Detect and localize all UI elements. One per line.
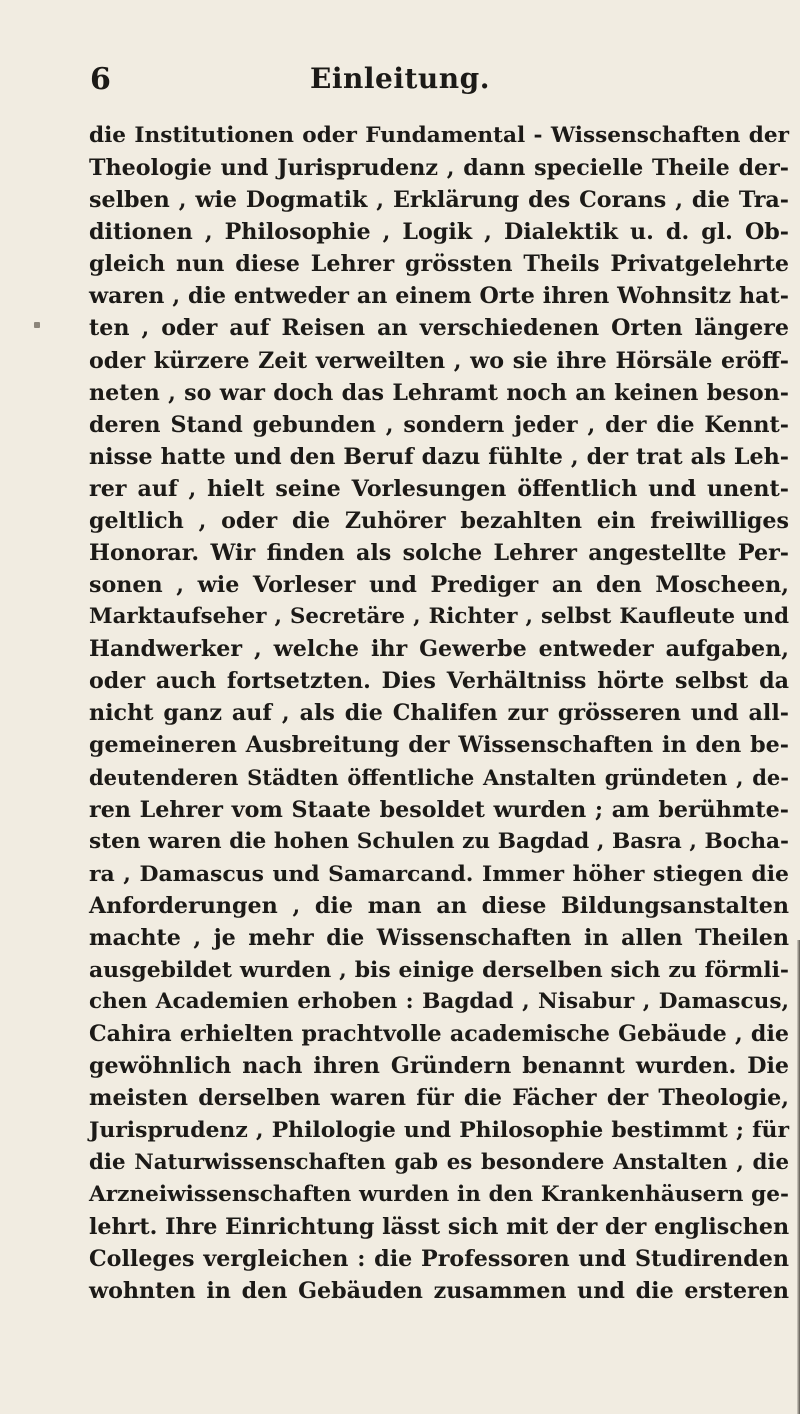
text-line: oder kürzere Zeit verweilten , wo sie ihre Hörsäle eröff- xyxy=(89,347,789,374)
text-line: Cahira erhielten prachtvolle academische Gebäude , die xyxy=(89,1021,789,1048)
text-line: ren Lehrer vom Staate besoldet wurden ; am berühmte- xyxy=(89,796,789,823)
text-line: chen Academien erhoben : Bagdad , Nisabur , Damascus, xyxy=(89,989,789,1015)
text-line: rer auf , hielt seine Vorlesungen öffentlich und unent- xyxy=(89,475,789,502)
text-line: die Institutionen oder Fundamental - Wissenschaften der xyxy=(89,123,789,148)
text-line: Colleges vergleichen : die Professoren und Studirenden xyxy=(89,1245,789,1272)
text-line: gewöhnlich nach ihren Gründern benannt wurden. Die xyxy=(89,1053,789,1080)
text-line: die Naturwissenschaften gab es besondere Anstalten , die xyxy=(89,1149,789,1175)
ink-speck xyxy=(34,322,40,328)
text-line: Honorar. Wir finden als solche Lehrer angestellte Per- xyxy=(89,540,789,567)
text-line: gemeineren Ausbreitung der Wissenschaften in den be- xyxy=(89,732,789,759)
text-line: ausgebildet wurden , bis einige derselben sich zu förmli- xyxy=(89,957,789,984)
text-line: wohnten in den Gebäuden zusammen und die ersteren xyxy=(89,1277,789,1304)
text-line: geltlich , oder die Zuhörer bezahlten ein freiwilliges xyxy=(89,507,789,534)
page-header xyxy=(0,62,800,102)
text-line: nicht ganz auf , als die Chalifen zur grösseren und all- xyxy=(89,700,789,727)
text-line: waren , die entweder an einem Orte ihren Wohnsitz hat- xyxy=(89,283,789,310)
text-line: ten , oder auf Reisen an verschiedenen Orten längere xyxy=(89,315,789,342)
text-line: deren Stand gebunden , sondern jeder , der die Kennt- xyxy=(89,411,789,438)
text-line: Marktaufseher , Secretäre , Richter , selbst Kaufleute und xyxy=(89,604,789,630)
text-line: gleich nun diese Lehrer grössten Theils Privatgelehrte xyxy=(89,251,789,278)
running-title: Einleitung. xyxy=(310,62,490,95)
text-line: meisten derselben waren für die Fächer der Theologie, xyxy=(89,1085,789,1112)
text-line: ra , Damascus und Samarcand. Immer höher stiegen die xyxy=(89,860,789,887)
text-line: Arzneiwissenschaften wurden in den Krankenhäusern ge- xyxy=(89,1181,789,1207)
text-line: Theologie und Jurisprudenz , dann specielle Theile der- xyxy=(89,155,789,182)
text-line: ditionen , Philosophie , Logik , Dialektik u. d. gl. Ob- xyxy=(89,219,789,246)
text-line: Jurisprudenz , Philologie und Philosophie bestimmt ; für xyxy=(89,1117,789,1144)
text-line: selben , wie Dogmatik , Erklärung des Corans , die Tra- xyxy=(89,187,789,214)
text-line: machte , je mehr die Wissenschaften in allen Theilen xyxy=(89,924,789,951)
text-line: deutenderen Städten öffentliche Anstalten gründeten , de- xyxy=(89,764,789,790)
page-number: 6 xyxy=(90,62,112,97)
body-text xyxy=(89,120,789,1307)
text-line: sten waren die hohen Schulen zu Bagdad , Basra , Bocha- xyxy=(89,828,789,854)
text-line: sonen , wie Vorleser und Prediger an den Moscheen, xyxy=(89,572,789,599)
text-line: neten , so war doch das Lehramt noch an keinen beson- xyxy=(89,379,789,406)
text-line: oder auch fortsetzten. Dies Verhältniss hörte selbst da xyxy=(89,668,789,695)
text-line: lehrt. Ihre Einrichtung lässt sich mit der der englischen xyxy=(89,1213,790,1240)
text-line: Anforderungen , die man an diese Bildungsanstalten xyxy=(89,892,789,919)
text-line: nisse hatte und den Beruf dazu fühlte , der trat als Leh- xyxy=(89,443,789,470)
text-line: Handwerker , welche ihr Gewerbe entweder aufgaben, xyxy=(89,636,789,663)
